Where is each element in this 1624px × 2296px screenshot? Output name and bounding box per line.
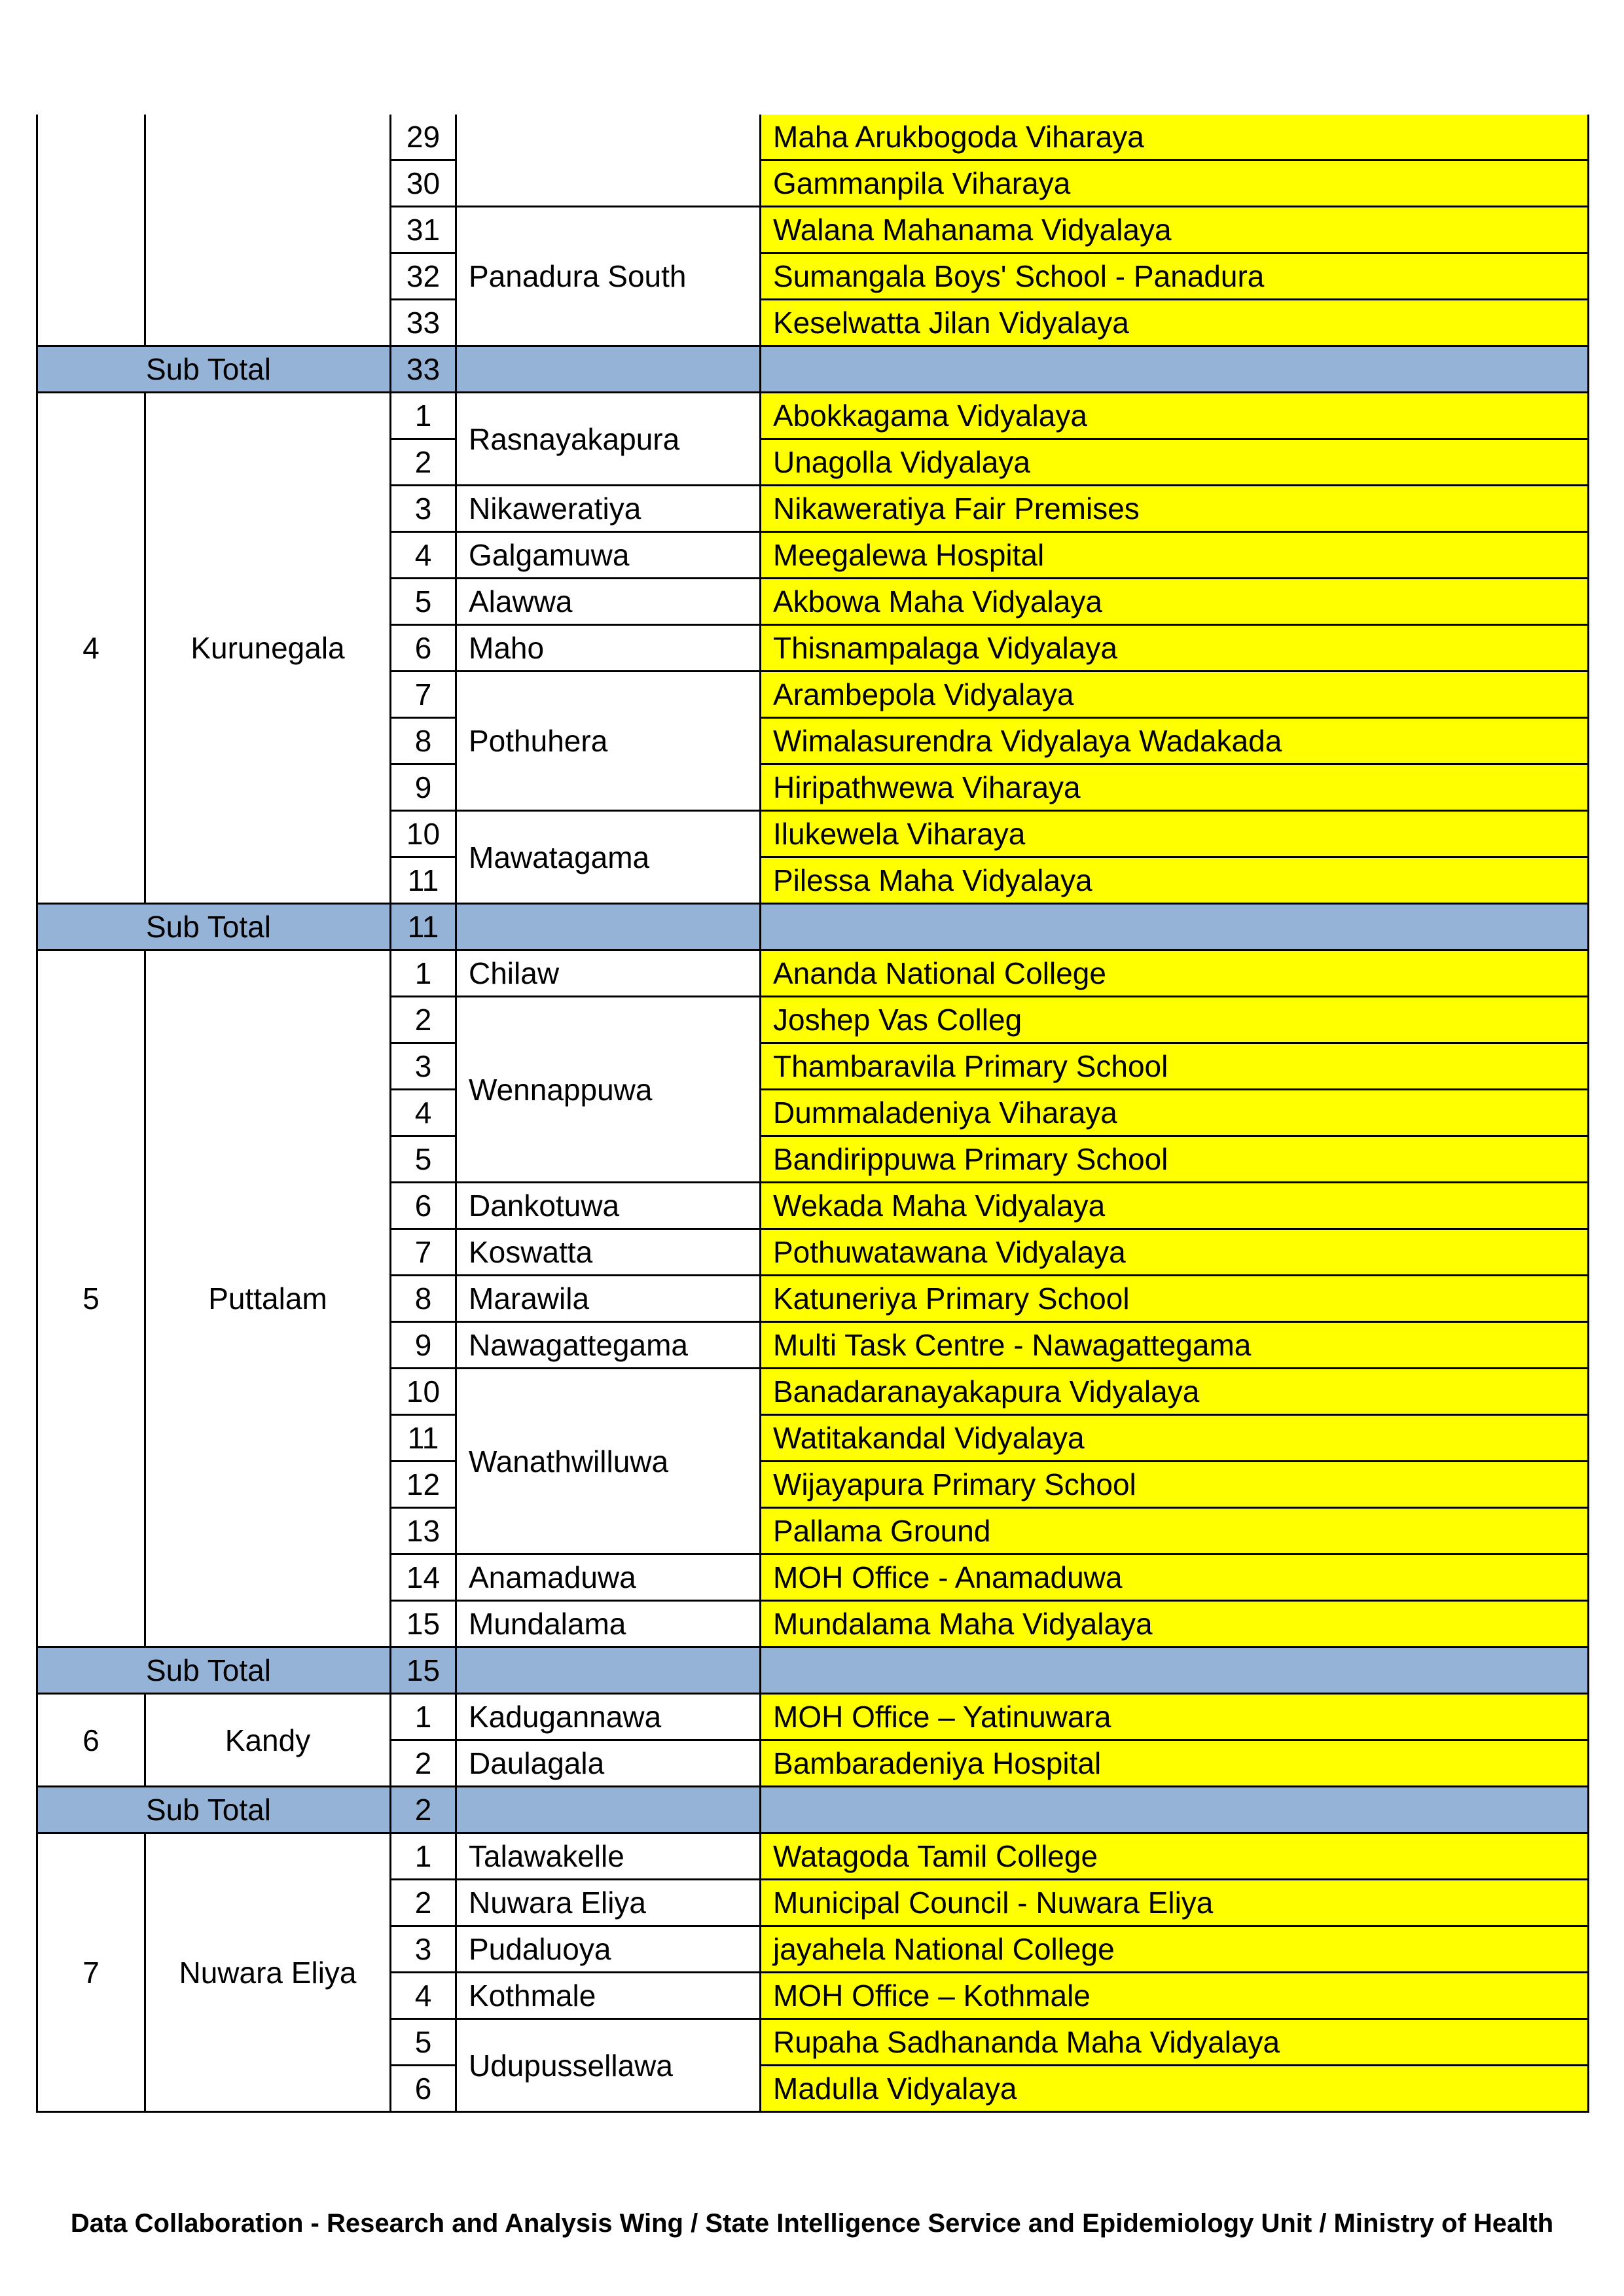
site-name: Maha Arukbogoda Viharaya xyxy=(761,115,1589,160)
site-name: Hiripathwewa Viharaya xyxy=(761,764,1589,811)
moh-area xyxy=(456,115,761,207)
row-number: 2 xyxy=(391,439,456,486)
site-name: Abokkagama Vidyalaya xyxy=(761,393,1589,439)
site-name: MOH Office - Anamaduwa xyxy=(761,1554,1589,1601)
table-row xyxy=(37,115,1589,160)
moh-area: Maho xyxy=(456,625,761,672)
row-number: 10 xyxy=(391,1369,456,1415)
moh-area: Nuwara Eliya xyxy=(456,1880,761,1926)
site-name: Gammanpila Viharaya xyxy=(761,160,1589,207)
subtotal-empty-cell xyxy=(456,346,761,393)
table-row xyxy=(37,1833,1589,1880)
row-number: 2 xyxy=(391,1740,456,1787)
site-name: Bambaradeniya Hospital xyxy=(761,1740,1589,1787)
row-number: 10 xyxy=(391,811,456,857)
row-number: 12 xyxy=(391,1462,456,1508)
site-name: Arambepola Vidyalaya xyxy=(761,672,1589,718)
site-name: Sumangala Boys' School - Panadura xyxy=(761,253,1589,300)
moh-area: Mawatagama xyxy=(456,811,761,904)
row-number: 8 xyxy=(391,718,456,764)
subtotal-label: Sub Total xyxy=(37,904,391,950)
moh-area: Udupussellawa xyxy=(456,2019,761,2112)
subtotal-row xyxy=(37,904,1589,950)
row-number: 7 xyxy=(391,1229,456,1276)
table-row xyxy=(37,950,1589,997)
moh-area: Panadura South xyxy=(456,207,761,346)
subtotal-empty-cell xyxy=(761,1647,1589,1694)
district-name-cell: Nuwara Eliya xyxy=(145,1833,391,2112)
site-name: jayahela National College xyxy=(761,1926,1589,1973)
moh-area: Anamaduwa xyxy=(456,1554,761,1601)
row-number: 5 xyxy=(391,579,456,625)
moh-area: Daulagala xyxy=(456,1740,761,1787)
row-number: 4 xyxy=(391,1090,456,1136)
row-number: 15 xyxy=(391,1601,456,1647)
site-name: Walana Mahanama Vidyalaya xyxy=(761,207,1589,253)
site-name: Dummaladeniya Viharaya xyxy=(761,1090,1589,1136)
district-no-cell: 4 xyxy=(37,393,145,904)
moh-area: Alawwa xyxy=(456,579,761,625)
site-name: MOH Office – Kothmale xyxy=(761,1973,1589,2019)
moh-area: Kadugannawa xyxy=(456,1694,761,1740)
moh-area: Galgamuwa xyxy=(456,532,761,579)
row-number: 1 xyxy=(391,950,456,997)
site-name: Wekada Maha Vidyalaya xyxy=(761,1183,1589,1229)
district-name-cell: Kurunegala xyxy=(145,393,391,904)
subtotal-empty-cell xyxy=(456,1787,761,1833)
site-name: Nikaweratiya Fair Premises xyxy=(761,486,1589,532)
moh-area: Mundalama xyxy=(456,1601,761,1647)
row-number: 14 xyxy=(391,1554,456,1601)
site-name: Banadaranayakapura Vidyalaya xyxy=(761,1369,1589,1415)
district-name-cell: Kandy xyxy=(145,1694,391,1787)
site-name: Wijayapura Primary School xyxy=(761,1462,1589,1508)
site-name: Meegalewa Hospital xyxy=(761,532,1589,579)
row-number: 1 xyxy=(391,1694,456,1740)
moh-area: Pothuhera xyxy=(456,672,761,811)
site-name: Madulla Vidyalaya xyxy=(761,2066,1589,2112)
row-number: 4 xyxy=(391,532,456,579)
row-number: 31 xyxy=(391,207,456,253)
district-no-cell: 7 xyxy=(37,1833,145,2112)
district-no-cell: 6 xyxy=(37,1694,145,1787)
row-number: 3 xyxy=(391,1043,456,1090)
row-number: 3 xyxy=(391,1926,456,1973)
row-number: 6 xyxy=(391,1183,456,1229)
subtotal-empty-cell xyxy=(456,1647,761,1694)
moh-area: Rasnayakapura xyxy=(456,393,761,486)
site-name: Wimalasurendra Vidyalaya Wadakada xyxy=(761,718,1589,764)
subtotal-label: Sub Total xyxy=(37,346,391,393)
moh-area: Talawakelle xyxy=(456,1833,761,1880)
row-number: 29 xyxy=(391,115,456,160)
district-no-cell: 5 xyxy=(37,950,145,1647)
row-number: 11 xyxy=(391,857,456,904)
site-name: Thambaravila Primary School xyxy=(761,1043,1589,1090)
site-name: MOH Office – Yatinuwara xyxy=(761,1694,1589,1740)
row-number: 9 xyxy=(391,764,456,811)
moh-area: Kothmale xyxy=(456,1973,761,2019)
row-number: 4 xyxy=(391,1973,456,2019)
page-footer: Data Collaboration - Research and Analysis Wing / State Intelligence Service and Epidemiology Unit / Ministry of Health xyxy=(70,2209,1554,2238)
row-number: 2 xyxy=(391,997,456,1043)
subtotal-value: 2 xyxy=(391,1787,456,1833)
site-name: Watitakandal Vidyalaya xyxy=(761,1415,1589,1462)
site-name: Keselwatta Jilan Vidyalaya xyxy=(761,300,1589,346)
site-name: Pothuwatawana Vidyalaya xyxy=(761,1229,1589,1276)
row-number: 5 xyxy=(391,2019,456,2066)
vaccination-sites-table xyxy=(36,115,1589,2113)
site-name: Pilessa Maha Vidyalaya xyxy=(761,857,1589,904)
site-name: Ananda National College xyxy=(761,950,1589,997)
row-number: 7 xyxy=(391,672,456,718)
moh-area: Nawagattegama xyxy=(456,1322,761,1369)
row-number: 8 xyxy=(391,1276,456,1322)
table-row xyxy=(37,393,1589,439)
row-number: 1 xyxy=(391,393,456,439)
moh-area: Wennappuwa xyxy=(456,997,761,1183)
moh-area: Wanathwilluwa xyxy=(456,1369,761,1554)
row-number: 3 xyxy=(391,486,456,532)
subtotal-value: 11 xyxy=(391,904,456,950)
site-name: Akbowa Maha Vidyalaya xyxy=(761,579,1589,625)
row-number: 11 xyxy=(391,1415,456,1462)
site-name: Bandirippuwa Primary School xyxy=(761,1136,1589,1183)
site-name: Pallama Ground xyxy=(761,1508,1589,1554)
subtotal-label: Sub Total xyxy=(37,1787,391,1833)
site-name: Watagoda Tamil College xyxy=(761,1833,1589,1880)
district-name-cell xyxy=(145,115,391,346)
subtotal-empty-cell xyxy=(456,904,761,950)
site-name: Thisnampalaga Vidyalaya xyxy=(761,625,1589,672)
subtotal-empty-cell xyxy=(761,1787,1589,1833)
site-name: Unagolla Vidyalaya xyxy=(761,439,1589,486)
moh-area: Koswatta xyxy=(456,1229,761,1276)
site-name: Joshep Vas Colleg xyxy=(761,997,1589,1043)
row-number: 9 xyxy=(391,1322,456,1369)
site-name: Mundalama Maha Vidyalaya xyxy=(761,1601,1589,1647)
subtotal-empty-cell xyxy=(761,346,1589,393)
row-number: 30 xyxy=(391,160,456,207)
row-number: 6 xyxy=(391,2066,456,2112)
moh-area: Dankotuwa xyxy=(456,1183,761,1229)
site-name: Ilukewela Viharaya xyxy=(761,811,1589,857)
site-name: Multi Task Centre - Nawagattegama xyxy=(761,1322,1589,1369)
row-number: 32 xyxy=(391,253,456,300)
subtotal-value: 15 xyxy=(391,1647,456,1694)
subtotal-label: Sub Total xyxy=(37,1647,391,1694)
row-number: 33 xyxy=(391,300,456,346)
row-number: 6 xyxy=(391,625,456,672)
subtotal-row xyxy=(37,1787,1589,1833)
subtotal-value: 33 xyxy=(391,346,456,393)
site-name: Katuneriya Primary School xyxy=(761,1276,1589,1322)
moh-area: Pudaluoya xyxy=(456,1926,761,1973)
site-name: Rupaha Sadhananda Maha Vidyalaya xyxy=(761,2019,1589,2066)
row-number: 13 xyxy=(391,1508,456,1554)
district-no-cell xyxy=(37,115,145,346)
subtotal-row xyxy=(37,1647,1589,1694)
district-name-cell: Puttalam xyxy=(145,950,391,1647)
moh-area: Chilaw xyxy=(456,950,761,997)
moh-area: Marawila xyxy=(456,1276,761,1322)
subtotal-empty-cell xyxy=(761,904,1589,950)
table-row xyxy=(37,1694,1589,1740)
row-number: 2 xyxy=(391,1880,456,1926)
site-name: Municipal Council - Nuwara Eliya xyxy=(761,1880,1589,1926)
row-number: 1 xyxy=(391,1833,456,1880)
subtotal-row xyxy=(37,346,1589,393)
moh-area: Nikaweratiya xyxy=(456,486,761,532)
row-number: 5 xyxy=(391,1136,456,1183)
